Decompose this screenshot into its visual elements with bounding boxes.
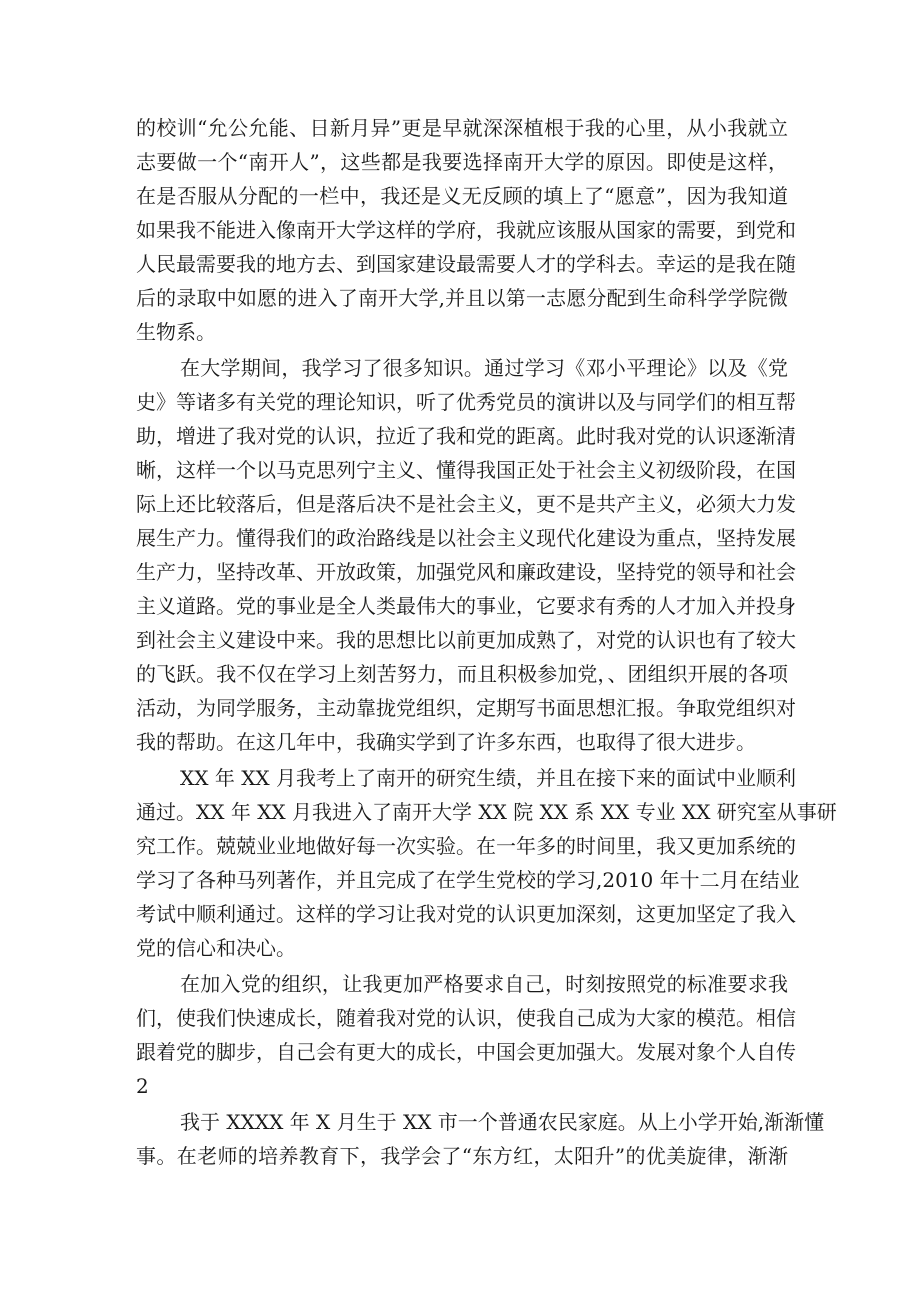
text-line: 事。在老师的培养教育下，我学会了“东方红，太阳升”的优美旋律，渐渐: [136, 1144, 788, 1168]
paragraph-first-line: 我于 XXXX 年 X 月生于 XX 市一个普通农民家庭。从上小学开始,渐渐懂: [180, 1110, 825, 1134]
text-line: 们，使我们快速成长，随着我对党的认识，使我自己成为大家的模范。相信: [136, 1006, 796, 1030]
text-line: 主义道路。党的事业是全人类最伟大的事业，它要求有秀的人才加入并投身: [136, 594, 796, 618]
text-line: 生产力，坚持改革、开放政策，加强党风和廉政建设，坚持党的领导和社会: [136, 560, 796, 584]
text-line: 助，增进了我对党的认识，拉近了我和党的距离。此时我对党的认识逐渐清: [136, 424, 796, 448]
text-line: 后的录取中如愿的进入了南开大学,并且以第一志愿分配到生命科学学院微: [136, 286, 788, 310]
text-line: 我的帮助。在这几年中，我确实学到了许多东西，也取得了很大进步。: [136, 730, 756, 754]
text-line: 在是否服从分配的一栏中，我还是义无反顾的填上了“愿意”，因为我知道: [136, 184, 788, 208]
text-line: 生物系。: [136, 320, 216, 344]
text-line: 通过。XX 年 XX 月我进入了南开大学 XX 院 XX 系 XX 专业 XX 研究室从事研: [136, 800, 837, 824]
text-line: 活动，为同学服务，主动靠拢党组织，定期写书面思想汇报。争取党组织对: [136, 696, 796, 720]
paragraph-first-line: 在大学期间，我学习了很多知识。通过学习《邓小平理论》以及《党: [180, 356, 788, 380]
text-line: 的校训“允公允能、日新月异”更是早就深深植根于我的心里，从小我就立: [136, 116, 788, 140]
text-line: 考试中顺利通过。这样的学习让我对党的认识更加深刻，这更加坚定了我入: [136, 902, 796, 926]
paragraph-first-line: 在加入党的组织，让我更加严格要求自己，时刻按照党的标准要求我: [180, 972, 788, 996]
text-line: 史》等诸多有关党的理论知识，听了优秀党员的演讲以及与同学们的相互帮: [136, 390, 796, 414]
text-line: 学习了各种马列著作，并且完成了在学生党校的学习,2010 年十二月在结业: [136, 868, 800, 892]
text-line: 党的信心和决心。: [136, 936, 296, 960]
text-line: 志要做一个“南开人”，这些都是我要选择南开大学的原因。即使是这样，: [136, 150, 788, 174]
text-line: 际上还比较落后，但是落后决不是社会主义，更不是共产主义，必须大力发: [136, 492, 796, 516]
text-line: 晰，这样一个以马克思列宁主义、懂得我国正处于社会主义初级阶段，在国: [136, 458, 796, 482]
text-line: 的飞跃。我不仅在学习上刻苦努力，而且积极参加党，、团组织开展的各项: [136, 662, 788, 686]
text-line: 如果我不能进入像南开大学这样的学府，我就应该服从国家的需要，到党和: [136, 218, 796, 242]
document-body: [136, 111, 837, 1173]
text-line: 人民最需要我的地方去、到国家建设最需要人才的学科去。幸运的是我在随: [136, 252, 796, 276]
text-line: 究工作。兢兢业业地做好每一次实验。在一年多的时间里，我又更加系统的: [136, 834, 796, 858]
paragraph-first-line: XX 年 XX 月我考上了南开的研究生绩，并且在接下来的面试中业顺利: [180, 766, 797, 790]
text-line: 展生产力。懂得我们的政治路线是以社会主义现代化建设为重点，坚持发展: [136, 526, 796, 550]
text-line: 2: [136, 1074, 149, 1098]
text-line: 到社会主义建设中来。我的思想比以前更加成熟了，对党的认识也有了较大: [136, 628, 796, 652]
text-line: 跟着党的脚步，自己会有更大的成长，中国会更加强大。发展对象个人自传: [136, 1040, 796, 1064]
